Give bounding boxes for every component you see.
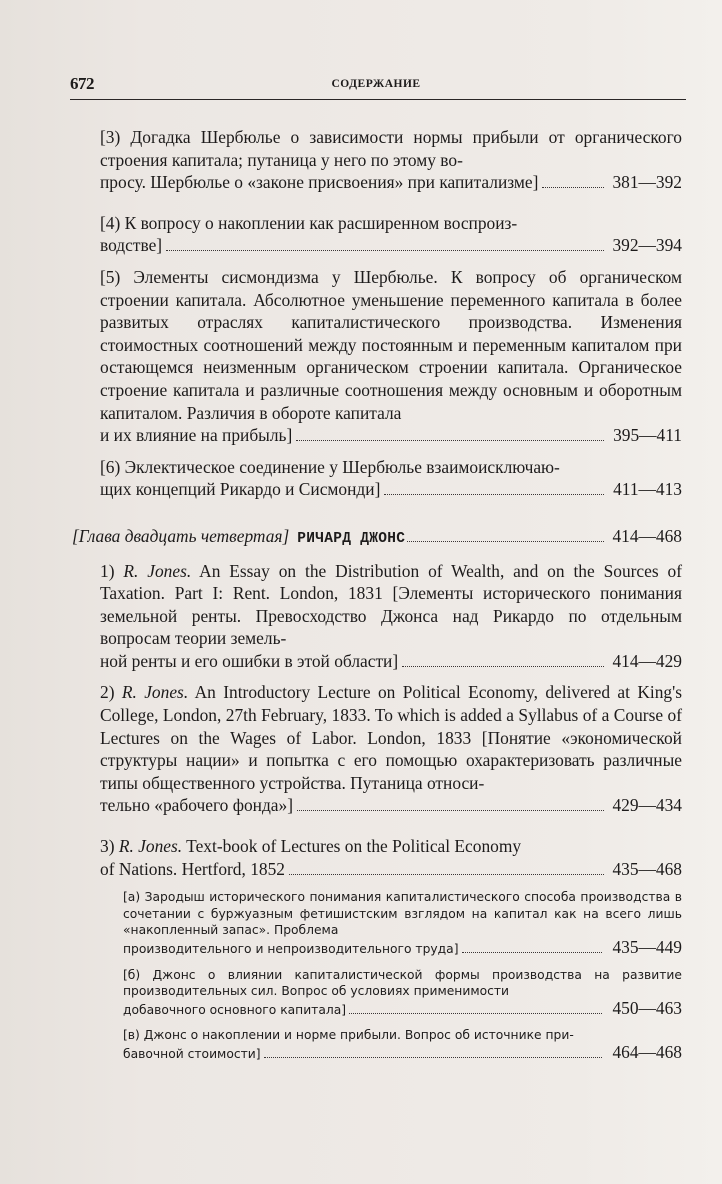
dot-leader [462,952,603,953]
chapter-label: [Глава двадцать четвертая] [72,525,290,546]
sub-entry-v [70,1027,682,1062]
page-range: 392—394 [612,235,682,256]
page-range: 450—463 [612,997,682,1018]
toc-entry-text [100,560,682,650]
toc-entry-lastline-text: водстве] [100,235,163,256]
toc-entry-lastline-text: of Nations. Hertford, 1852 [100,858,285,879]
dot-leader [542,187,604,188]
toc-entry-text [100,681,682,794]
dot-leader [296,440,604,441]
table-of-contents [70,126,682,1063]
sub-entry-lastline [123,997,682,1019]
toc-entry-lastline [100,858,682,881]
page-range: 435—468 [612,858,682,879]
entry-author: R. Jones. [123,560,192,581]
dot-leader [264,1057,602,1058]
toc-entry-lastline-text: тельно «рабочего фонда»] [100,795,294,816]
toc-entry-lastline-text: ной ренты и его ошибки в этой области] [100,650,399,671]
chapter-entry-3 [70,835,682,880]
dot-leader [402,666,604,667]
toc-entry-text: [3) Догадка Шербюлье о зависимости нормы прибыли от органического строения капитала; путаница у него по этому во- [100,127,682,170]
sub-entry-lastline [123,1041,682,1063]
page-range: 429—434 [612,795,682,816]
toc-entry-lastline [100,424,682,447]
dot-leader [297,810,604,811]
page-range: 411—413 [613,479,682,500]
toc-entry-text: [5) Элементы сисмондизма у Шербюлье. К вопросу об органическом строении капитала. Абсолютное уменьшение переменного капитала в более развитых отраслях капиталистического производства. Изменения стоимостных соотношений между постоянным и переменным капиталом при остающемся неизменным органическом строении капитала. Органическое строение капитала и различные соотношения между основным и оборотным капиталом. Различия в обороте капитала [100,266,682,423]
dot-leader [407,541,604,542]
chapter-heading [70,525,682,551]
sub-entry-lastline-text: производительного и непроизводительного труда] [123,942,459,956]
dot-leader [166,250,604,251]
sub-entry-text: [б) Джонс о влиянии капиталистической формы производства на развитие производительных сил. Вопрос об условиях применимости [123,967,682,999]
chapter-name: РИЧАРД ДЖОНС [297,530,406,547]
book-page [70,74,683,1062]
toc-entry-lastline [100,650,682,673]
chapter-entry-2 [70,681,682,817]
toc-entry-text: [4) К вопросу о накоплении как расширенном воспроиз- [100,212,518,233]
dot-leader [384,494,604,495]
dot-leader [289,874,604,875]
sub-entry-lastline [123,939,682,958]
running-title: СОДЕРЖАНИЕ [331,78,421,90]
page-header [70,74,682,100]
toc-entry-6 [70,456,682,501]
page-range: 414—468 [612,525,682,546]
toc-entry-3 [70,126,682,194]
toc-entry-5 [70,266,682,447]
sub-entry-a [70,889,682,957]
toc-entry-lastline [100,794,682,817]
entry-number: 1) [100,560,115,581]
entry-title: An Introductory Lecture on Political Economy, delivered at King's College, London, 27th February, 1833. To which is added a Syllabus of a Course of Lectures on the Wages of Labor. London, 1833 [Понятие «экономической структуры нации» и попытка с его помощью охарактеризовать различные типы общественного устройства. Путаница относи- [100,682,682,793]
page-range: 381—392 [612,172,682,193]
page-range: 435—449 [612,937,682,957]
toc-entry-4 [70,212,682,257]
toc-entry-lastline [100,171,682,194]
entry-author: R. Jones. [121,682,189,703]
sub-entry-text: [а) Зародыш исторического понимания капиталистического способа производства в сочетании с буржуазным фетишистским взглядом на капитал как на всего лишь «накопленный запас». Проблема [123,890,682,938]
entry-title: An Essay on the Distribution of Wealth, and on the Sources of Taxation. Part I: Rent. London, 1831 [Элементы исторического понимания земельной ренты. Превосходство Джонса над Рикардо по отдельным вопросам теории земель- [100,560,683,649]
entry-number: 2) [100,682,115,703]
toc-entry-text: [6) Эклектическое соединение у Шербюлье взаимоисключаю- [100,456,560,477]
header-rule [70,99,686,100]
page-range: 464—468 [612,1041,682,1062]
sub-entry-lastline-text: добавочного основного капитала] [123,1002,347,1017]
dot-leader [349,1013,602,1014]
toc-entry-text [100,835,682,858]
page-range: 395—411 [613,425,682,446]
page-number: 672 [70,74,94,93]
toc-entry-lastline [100,478,682,501]
entry-author: R. Jones. [118,836,183,857]
toc-entry-lastline [100,234,682,257]
chapter-entry-1 [70,560,682,673]
entry-title: Text-book of Lectures on the Political Economy [186,836,522,857]
entry-number: 3) [100,836,115,857]
sub-entry-b [70,967,682,1019]
page-range: 414—429 [612,650,682,671]
toc-entry-lastline-text: просу. Шербюлье о «законе присвоения» при капитализме] [100,172,539,193]
sub-entry-lastline-text: бавочной стоимости] [123,1046,261,1061]
sub-entry-text: [в) Джонс о накоплении и норме прибыли. Вопрос об источнике при- [123,1028,574,1043]
toc-entry-lastline-text: и их влияние на прибыль] [100,425,293,446]
toc-entry-lastline-text: щих концепций Рикардо и Сисмонди] [100,479,381,500]
